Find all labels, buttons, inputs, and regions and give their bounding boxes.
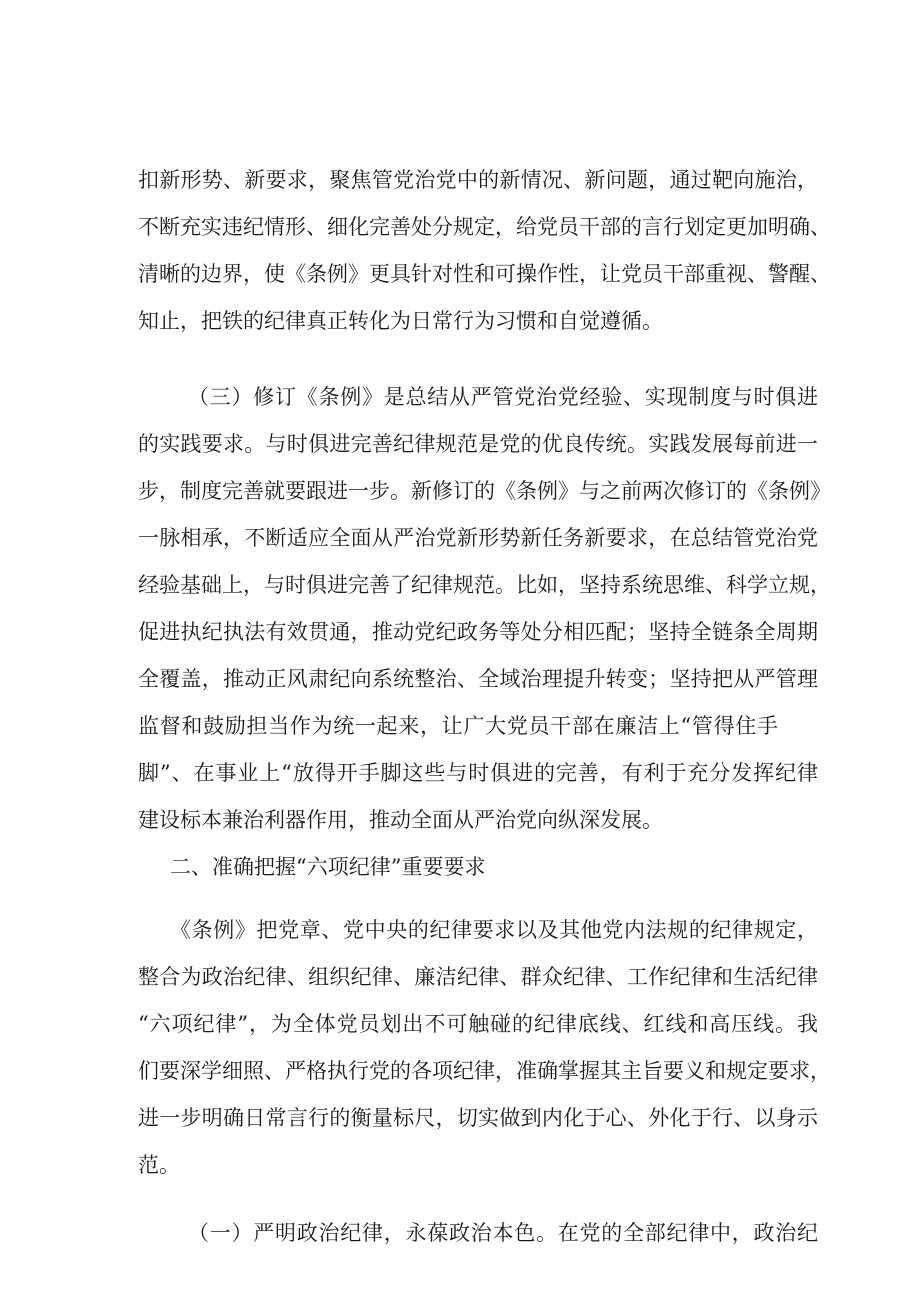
text-line: 进一步明确日常言行的衡量标尺，切实做到内化于心、外化于行、以身示 xyxy=(138,1106,818,1130)
text-line: 《条例》把党章、党中央的纪律要求以及其他党内法规的纪律规定， xyxy=(170,918,818,942)
text-line: 脚”、在事业上“放得开手脚这些与时俱进的完善，有利于充分发挥纪律 xyxy=(138,761,818,785)
text-line: 一脉相承，不断适应全面从严治党新形势新任务新要求，在总结管党治党 xyxy=(138,526,818,550)
section-heading: 二、准确把握“六项纪律”重要要求 xyxy=(170,855,486,879)
text-line: 不断充实违纪情形、细化完善处分规定，给党员干部的言行划定更加明确、 xyxy=(138,215,831,239)
text-line: 监督和鼓励担当作为统一起来，让广大党员干部在廉洁上“管得住手 xyxy=(138,714,778,738)
text-line: 全覆盖，推动正风肃纪向系统整治、全域治理提升转变；坚持把从严管理 xyxy=(138,667,818,691)
text-line: 促进执纪执法有效贯通，推动党纪政务等处分相匹配；坚持全链条全周期 xyxy=(138,620,818,644)
text-line: 清晰的边界，使《条例》更具针对性和可操作性，让党员干部重视、警醒、 xyxy=(138,262,831,286)
text-line: 们要深学细照、严格执行党的各项纪律，准确掌握其主旨要义和规定要求， xyxy=(138,1059,831,1083)
text-line: 经验基础上，与时俱进完善了纪律规范。比如，坚持系统思维、科学立规， xyxy=(138,573,831,597)
text-line: （一）严明政治纪律，永葆政治本色。在党的全部纪律中，政治纪 xyxy=(188,1221,818,1245)
text-line: 建设标本兼治利器作用，推动全面从严治党向纵深发展。 xyxy=(138,808,663,832)
text-line: 知止，把铁的纪律真正转化为日常行为习惯和自觉遵循。 xyxy=(138,309,663,333)
text-line: 范。 xyxy=(138,1153,180,1177)
text-line: 步，制度完善就要跟进一步。新修订的《条例》与之前两次修订的《条例》 xyxy=(138,479,831,503)
text-line: 扣新形势、新要求，聚焦管党治党中的新情况、新问题，通过靶向施治， xyxy=(138,168,818,192)
text-line: “六项纪律”，为全体党员划出不可触碰的纪律底线、红线和高压线。我 xyxy=(138,1012,818,1036)
text-line: 的实践要求。与时俱进完善纪律规范是党的优良传统。实践发展每前进一 xyxy=(138,432,818,456)
text-line: 整合为政治纪律、组织纪律、廉洁纪律、群众纪律、工作纪律和生活纪律 xyxy=(138,965,818,989)
text-line: （三）修订《条例》是总结从严管党治党经验、实现制度与时俱进 xyxy=(188,385,818,409)
